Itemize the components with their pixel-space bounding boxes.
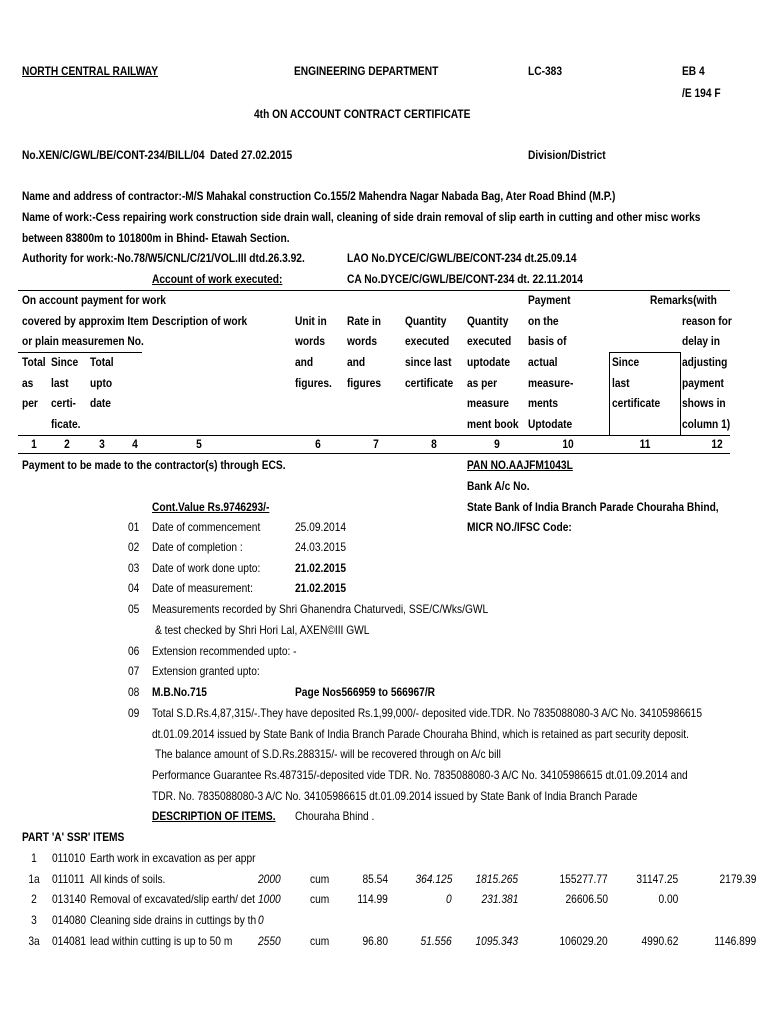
th-certificate2: certificate: [612, 396, 661, 410]
division-district: Division/District: [528, 148, 606, 162]
th-delay: delay in: [682, 334, 720, 348]
th-last: last: [51, 376, 69, 390]
th-plain: or plain measuremen No.: [22, 334, 144, 348]
row-qty-since: 0: [446, 892, 452, 906]
th-measure-dash: measure-: [528, 376, 574, 390]
row-extra: 2179.39: [719, 872, 756, 886]
page-title: 4th ON ACCOUNT CONTRACT CERTIFICATE: [254, 107, 471, 121]
lao-number: LAO No.DYCE/C/GWL/BE/CONT-234 dt.25.09.14: [347, 251, 577, 265]
th-executed2: executed: [467, 334, 512, 348]
th-adjusting: adjusting: [682, 355, 728, 369]
part-a-title: PART 'A' SSR' ITEMS: [22, 830, 125, 844]
column-number: 8: [431, 437, 437, 451]
th-payment: Payment: [528, 293, 571, 307]
th-figures1: figures.: [295, 376, 332, 390]
since-col-right: [680, 352, 681, 436]
row-description: All kinds of soils.: [90, 872, 166, 886]
row-serial: 1: [31, 851, 37, 865]
th-reason: reason for: [682, 314, 732, 328]
table-top-rule: [18, 290, 730, 291]
row-rate: 85.54: [362, 872, 388, 886]
th-basis: basis of: [528, 334, 567, 348]
row-serial: 1a: [28, 872, 40, 886]
detail-number: 02: [128, 540, 140, 554]
detail-label: Date of work done upto:: [152, 561, 261, 575]
sub-rule: [18, 352, 142, 353]
th-words2: words: [347, 334, 378, 348]
note-07-text: Extension granted upto:: [152, 664, 260, 678]
row-unit: cum: [310, 872, 330, 886]
form-number: /E 194 F: [682, 86, 721, 100]
th-qty-exec: Quantity: [405, 314, 447, 328]
row-rate: 114.99: [357, 892, 388, 906]
bank-name: State Bank of India Branch Parade Chouraha Bhind,: [467, 500, 719, 514]
work-name-line2: between 83800m to 101800m in Bhind- Etawah Section.: [22, 231, 290, 245]
th-last2: last: [612, 376, 630, 390]
note-05-line1: Measurements recorded by Shri Ghanendra Chaturvedi, SSE/C/Wks/GWL: [152, 602, 489, 616]
bank-account: Bank A/c No.: [467, 479, 530, 493]
column-number: 7: [373, 437, 379, 451]
note-08-no: 08: [128, 685, 140, 699]
th-upto: upto: [90, 376, 113, 390]
authority: Authority for work:-No.78/W5/CNL/C/21/VOL.III dtd.26.3.92.: [22, 251, 305, 265]
row-amount-upto: 155277.77: [559, 872, 608, 886]
row-code: 011010: [52, 851, 86, 865]
row-quantity: 0: [258, 913, 264, 927]
row-qty-since: 364.125: [415, 872, 452, 886]
column-number: 10: [562, 437, 574, 451]
th-since2: Since: [612, 355, 640, 369]
note-06-no: 06: [128, 644, 140, 658]
column-number: 11: [639, 437, 651, 451]
note-09-no: 09: [128, 706, 140, 720]
th-remarks: Remarks(with: [650, 293, 717, 307]
page-cutoff: [0, 952, 770, 1024]
th-words1: words: [295, 334, 326, 348]
page-numbers: Page Nos566959 to 566967/R: [295, 685, 436, 699]
note-09-line5: TDR. No. 7835088080-3 A/C No. 34105986615 dt.01.09.2014 issued by State Bank of India Branch Parade: [152, 789, 638, 803]
contractor-name: Name and address of contractor:-M/S Mahakal construction Co.155/2 Mahendra Nagar Nabada Bag, Ater Road Bhind (M.P.): [22, 189, 616, 203]
row-serial: 3a: [28, 934, 40, 948]
th-payment2: payment: [682, 376, 724, 390]
row-qty-upto: 1095.343: [475, 934, 518, 948]
detail-value: 25.09.2014: [295, 520, 347, 534]
th-uptodate: uptodate: [467, 355, 511, 369]
row-quantity: 2000: [258, 872, 281, 886]
row-code: 013140: [52, 892, 87, 906]
ecs-note: Payment to be made to the contractor(s) through ECS.: [22, 458, 286, 472]
row-unit: cum: [310, 934, 330, 948]
th-as: as: [22, 376, 34, 390]
row-amount-since: 4990.62: [641, 934, 678, 948]
row-description: Removal of excavated/slip earth/ det: [90, 892, 255, 906]
row-quantity: 2550: [258, 934, 281, 948]
contract-value: Cont.Value Rs.9746293/-: [152, 500, 270, 514]
row-amount-upto: 26606.50: [565, 892, 608, 906]
th-measure: measure: [467, 396, 509, 410]
th-certi: certi-: [51, 396, 76, 410]
row-description: Earth work in excavation as per appr: [90, 851, 256, 865]
reference-number: No.XEN/C/GWL/BE/CONT-234/BILL/04: [22, 148, 205, 162]
row-extra: 1146.899: [714, 934, 756, 948]
department: ENGINEERING DEPARTMENT: [294, 64, 439, 78]
column-number: 12: [711, 437, 723, 451]
row-amount-since: 0.00: [658, 892, 678, 906]
th-column1: column 1): [682, 417, 731, 431]
th-per: per: [22, 396, 38, 410]
row-qty-since: 51.556: [420, 934, 452, 948]
detail-value: 21.02.2015: [295, 561, 347, 575]
row-qty-upto: 1815.265: [475, 872, 518, 886]
row-quantity: 1000: [258, 892, 281, 906]
work-name-line1: Name of work:-Cess repairing work construction side drain wall, cleaning of side drain removal of slip earth in cutting and other misc works: [22, 210, 701, 224]
th-date: date: [90, 396, 111, 410]
detail-label: Date of commencement: [152, 520, 261, 534]
column-number: 3: [99, 437, 105, 451]
row-code: 011011: [52, 872, 85, 886]
eb-number: EB 4: [682, 64, 705, 78]
detail-number: 04: [128, 581, 140, 595]
row-description: Cleaning side drains in cuttings by th: [90, 913, 257, 927]
detail-label: Date of measurement:: [152, 581, 253, 595]
note-09-line1: Total S.D.Rs.4,87,315/-.They have deposited Rs.1,99,000/- deposited vide.TDR. No 7835088080-3 A/C No. 34105986615: [152, 706, 703, 720]
row-code: 014080: [52, 913, 87, 927]
note-09-line2: dt.01.09.2014 issued by State Bank of India Branch Parade Chouraha Bhind, which is retained as part security deposit.: [152, 727, 689, 741]
note-05-line2: & test checked by Shri Hori Lal, AXEN©III GWL: [155, 623, 370, 637]
row-serial: 2: [31, 892, 37, 906]
detail-value: 21.02.2015: [295, 581, 347, 595]
th-total: Total: [22, 355, 46, 369]
column-number: 1: [31, 437, 37, 451]
note-07-no: 07: [128, 664, 140, 678]
note-06-text: Extension recommended upto: -: [152, 644, 297, 658]
th-rate: Rate in: [347, 314, 382, 328]
lc-number: LC-383: [528, 64, 563, 78]
column-number: 2: [64, 437, 70, 451]
th-since-last: since last: [405, 355, 452, 369]
th-as-per: as per: [467, 376, 498, 390]
th-actual: actual: [528, 355, 558, 369]
th-executed1: executed: [405, 334, 450, 348]
th-figures2: figures: [347, 376, 382, 390]
since-col-left: [609, 352, 610, 436]
th-on-account: On account payment for work: [22, 293, 166, 307]
description-of-items: DESCRIPTION OF ITEMS.: [152, 809, 276, 823]
th-and2: and: [347, 355, 366, 369]
th-total2: Total: [90, 355, 114, 369]
th-qty-exec2: Quantity: [467, 314, 509, 328]
dated: Dated 27.02.2015: [210, 148, 293, 162]
pan-number: PAN NO.AAJFM1043L: [467, 458, 573, 472]
micr-code: MICR NO./IFSC Code:: [467, 520, 572, 534]
th-unit: Unit in: [295, 314, 327, 328]
column-number: 9: [494, 437, 500, 451]
row-amount-since: 31147.25: [636, 872, 678, 886]
row-unit: cum: [310, 892, 330, 906]
column-number: 4: [132, 437, 138, 451]
th-ments: ments: [528, 396, 559, 410]
mb-number: M.B.No.715: [152, 685, 207, 699]
row-qty-upto: 231.381: [481, 892, 518, 906]
column-number: 6: [315, 437, 321, 451]
th-certificate1: certificate: [405, 376, 454, 390]
th-uptodate2: Uptodate: [528, 417, 573, 431]
row-serial: 3: [31, 913, 37, 927]
numbers-bottom-rule: [18, 453, 730, 454]
th-on-the: on the: [528, 314, 559, 328]
since-top-rule: [609, 352, 681, 353]
detail-label: Date of completion :: [152, 540, 243, 554]
th-covered: covered by approxim Item: [22, 314, 149, 328]
th-description: Description of work: [152, 314, 248, 328]
numbers-top-rule: [18, 435, 730, 436]
chouraha-bhind: Chouraha Bhind .: [295, 809, 375, 823]
row-rate: 96.80: [362, 934, 388, 948]
detail-value: 24.03.2015: [295, 540, 347, 554]
th-and1: and: [295, 355, 314, 369]
th-shows-in: shows in: [682, 396, 726, 410]
column-number: 5: [196, 437, 202, 451]
row-amount-upto: 106029.20: [559, 934, 608, 948]
account-executed: Account of work executed:: [152, 272, 283, 286]
th-since: Since: [51, 355, 79, 369]
note-05-no: 05: [128, 602, 140, 616]
detail-number: 03: [128, 561, 140, 575]
detail-number: 01: [128, 520, 140, 534]
ca-number: CA No.DYCE/C/GWL/BE/CONT-234 dt. 22.11.2014: [347, 272, 583, 286]
th-ment-book: ment book: [467, 417, 519, 431]
row-code: 014081: [52, 934, 87, 948]
note-09-line4: Performance Guarantee Rs.487315/-deposited vide TDR. No. 7835088080-3 A/C No. 34105986615 dt.01.09.2014 and: [152, 768, 688, 782]
row-description: lead within cutting is up to 50 m: [90, 934, 233, 948]
note-09-line3: The balance amount of S.D.Rs.288315/- will be recovered through on A/c bill: [155, 747, 501, 761]
th-ficate: ficate.: [51, 417, 81, 431]
railway-name: NORTH CENTRAL RAILWAY: [22, 64, 159, 78]
